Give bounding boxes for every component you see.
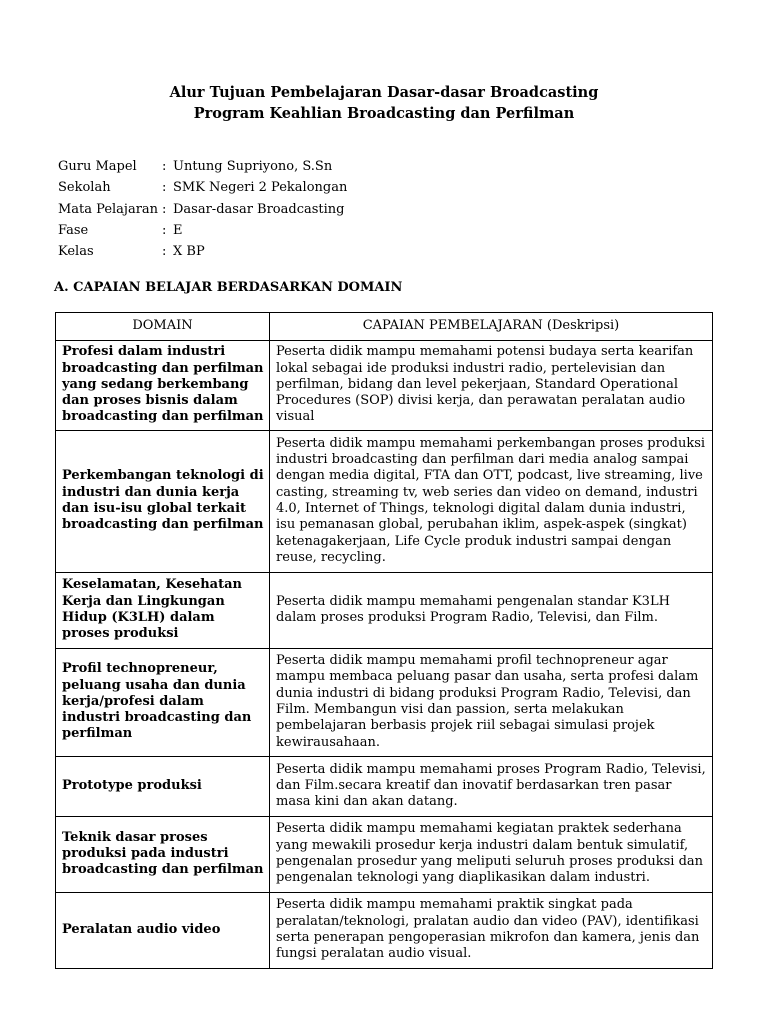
domain-cell: Keselamatan, Kesehatan Kerja dan Lingkungan Hidup (K3LH) dalam proses produksi: [56, 573, 270, 649]
description-cell: Peserta didik mampu memahami praktik singkat pada peralatan/teknologi, pralatan audio dan video (PAV), identifikasi serta penerapan pengoperasian mikrofon dan kamera, jenis dan fungsi peralatan audio visual.: [270, 893, 713, 969]
meta-row-kelas: [58, 241, 347, 262]
title-line-1: Alur Tujuan Pembelajaran Dasar-dasar Broadcasting: [169, 84, 599, 101]
meta-colon: :: [162, 159, 167, 174]
table-row: [56, 341, 713, 431]
domain-cell: Profesi dalam industri broadcasting dan perfilman yang sedang berkembang dan proses bisnis dalam broadcasting dan perfilman: [56, 341, 270, 431]
description-cell: Peserta didik mampu memahami profil technopreneur agar mampu membaca peluang pasar dan usaha, serta profesi dalam dunia industri di bidang produksi Program Radio, Televisi, dan Film. Membangun visi dan passion, serta melakukan pembelajaran berbasis projek riil sebagai simulasi projek kewirausahaan.: [270, 649, 713, 757]
table-row: [56, 573, 713, 649]
meta-colon: :: [162, 244, 167, 260]
title-line-2: Program Keahlian Broadcasting dan Perfilman: [193, 105, 575, 122]
domain-cell: Prototype produksi: [56, 757, 270, 817]
table-row: [56, 817, 713, 893]
domain-cell: Peralatan audio video: [56, 893, 270, 969]
meta-info: [58, 156, 347, 262]
header-domain: DOMAIN: [56, 313, 270, 341]
table-row: [56, 893, 713, 969]
meta-colon: :: [162, 180, 167, 196]
meta-row-fase: [58, 220, 347, 241]
table-row: [56, 431, 713, 573]
capaian-table: [55, 312, 713, 969]
header-capaian: CAPAIAN PEMBELAJARAN (Deskripsi): [270, 313, 713, 341]
table-header-row: [56, 313, 713, 341]
domain-cell: Perkembangan teknologi di industri dan dunia kerja dan isu-isu global terkait broadcasting dan perfilman: [56, 431, 270, 573]
description-cell: Peserta didik mampu memahami potensi budaya serta kearifan lokal sebagai ide produksi industri radio, pertelevisian dan perfilman, bidang dan level pekerjaan, Standard Operational Procedures (SOP) divisi kerja, dan perawatan peralatan audio visual: [270, 341, 713, 431]
section-heading: A. CAPAIAN BELAJAR BERDASARKAN DOMAIN: [54, 280, 403, 295]
description-cell: Peserta didik mampu memahami perkembangan proses produksi industri broadcasting dan perfilman dari media analog sampai dengan media digital, FTA dan OTT, podcast, live streaming, live casting, streaming tv, web series dan video on demand, industri 4.0, Internet of Things, teknologi digital dalam dunia industri, isu pemanasan global, perubahan iklim, aspek-aspek (singkat) ketenagakerjaan, Life Cycle produk industri sampai dengan reuse, recycling.: [270, 431, 713, 573]
domain-cell: Teknik dasar proses produksi pada industri broadcasting dan perfilman: [56, 817, 270, 893]
meta-row-guru: [58, 156, 347, 177]
meta-value: X BP: [173, 244, 205, 260]
meta-colon: :: [162, 201, 167, 217]
meta-value: E: [173, 222, 183, 238]
meta-row-sekolah: [58, 177, 347, 198]
meta-row-mapel: [58, 199, 347, 220]
meta-value: Untung Supriyono, S.Sn: [173, 159, 333, 174]
description-cell: Peserta didik mampu memahami pengenalan standar K3LH dalam proses produksi Program Radio, Televisi, dan Film.: [270, 573, 713, 649]
description-cell: Peserta didik mampu memahami proses Program Radio, Televisi, dan Film.secara kreatif dan inovatif berdasarkan tren pasar masa kini dan akan datang.: [270, 757, 713, 817]
meta-label: Fase: [58, 222, 89, 238]
description-cell: Peserta didik mampu memahami kegiatan praktek sederhana yang mewakili prosedur kerja industri dalam bentuk simulatif, pengenalan prosedur yang meliputi seluruh proses produksi dan pengenalan teknologi yang diaplikasikan dalam industri.: [270, 817, 713, 893]
table-row: [56, 649, 713, 757]
table-row: [56, 757, 713, 817]
meta-value: SMK Negeri 2 Pekalongan: [173, 180, 348, 196]
document-title: [0, 82, 768, 124]
meta-value: Dasar-dasar Broadcasting: [173, 201, 345, 217]
meta-label: Mata Pelajaran: [58, 201, 159, 217]
meta-label: Kelas: [58, 244, 94, 260]
meta-label: Guru Mapel: [58, 159, 137, 174]
domain-cell: Profil technopreneur, peluang usaha dan dunia kerja/profesi dalam industri broadcasting dan perfilman: [56, 649, 270, 757]
meta-label: Sekolah: [58, 180, 111, 196]
meta-colon: :: [162, 222, 167, 238]
